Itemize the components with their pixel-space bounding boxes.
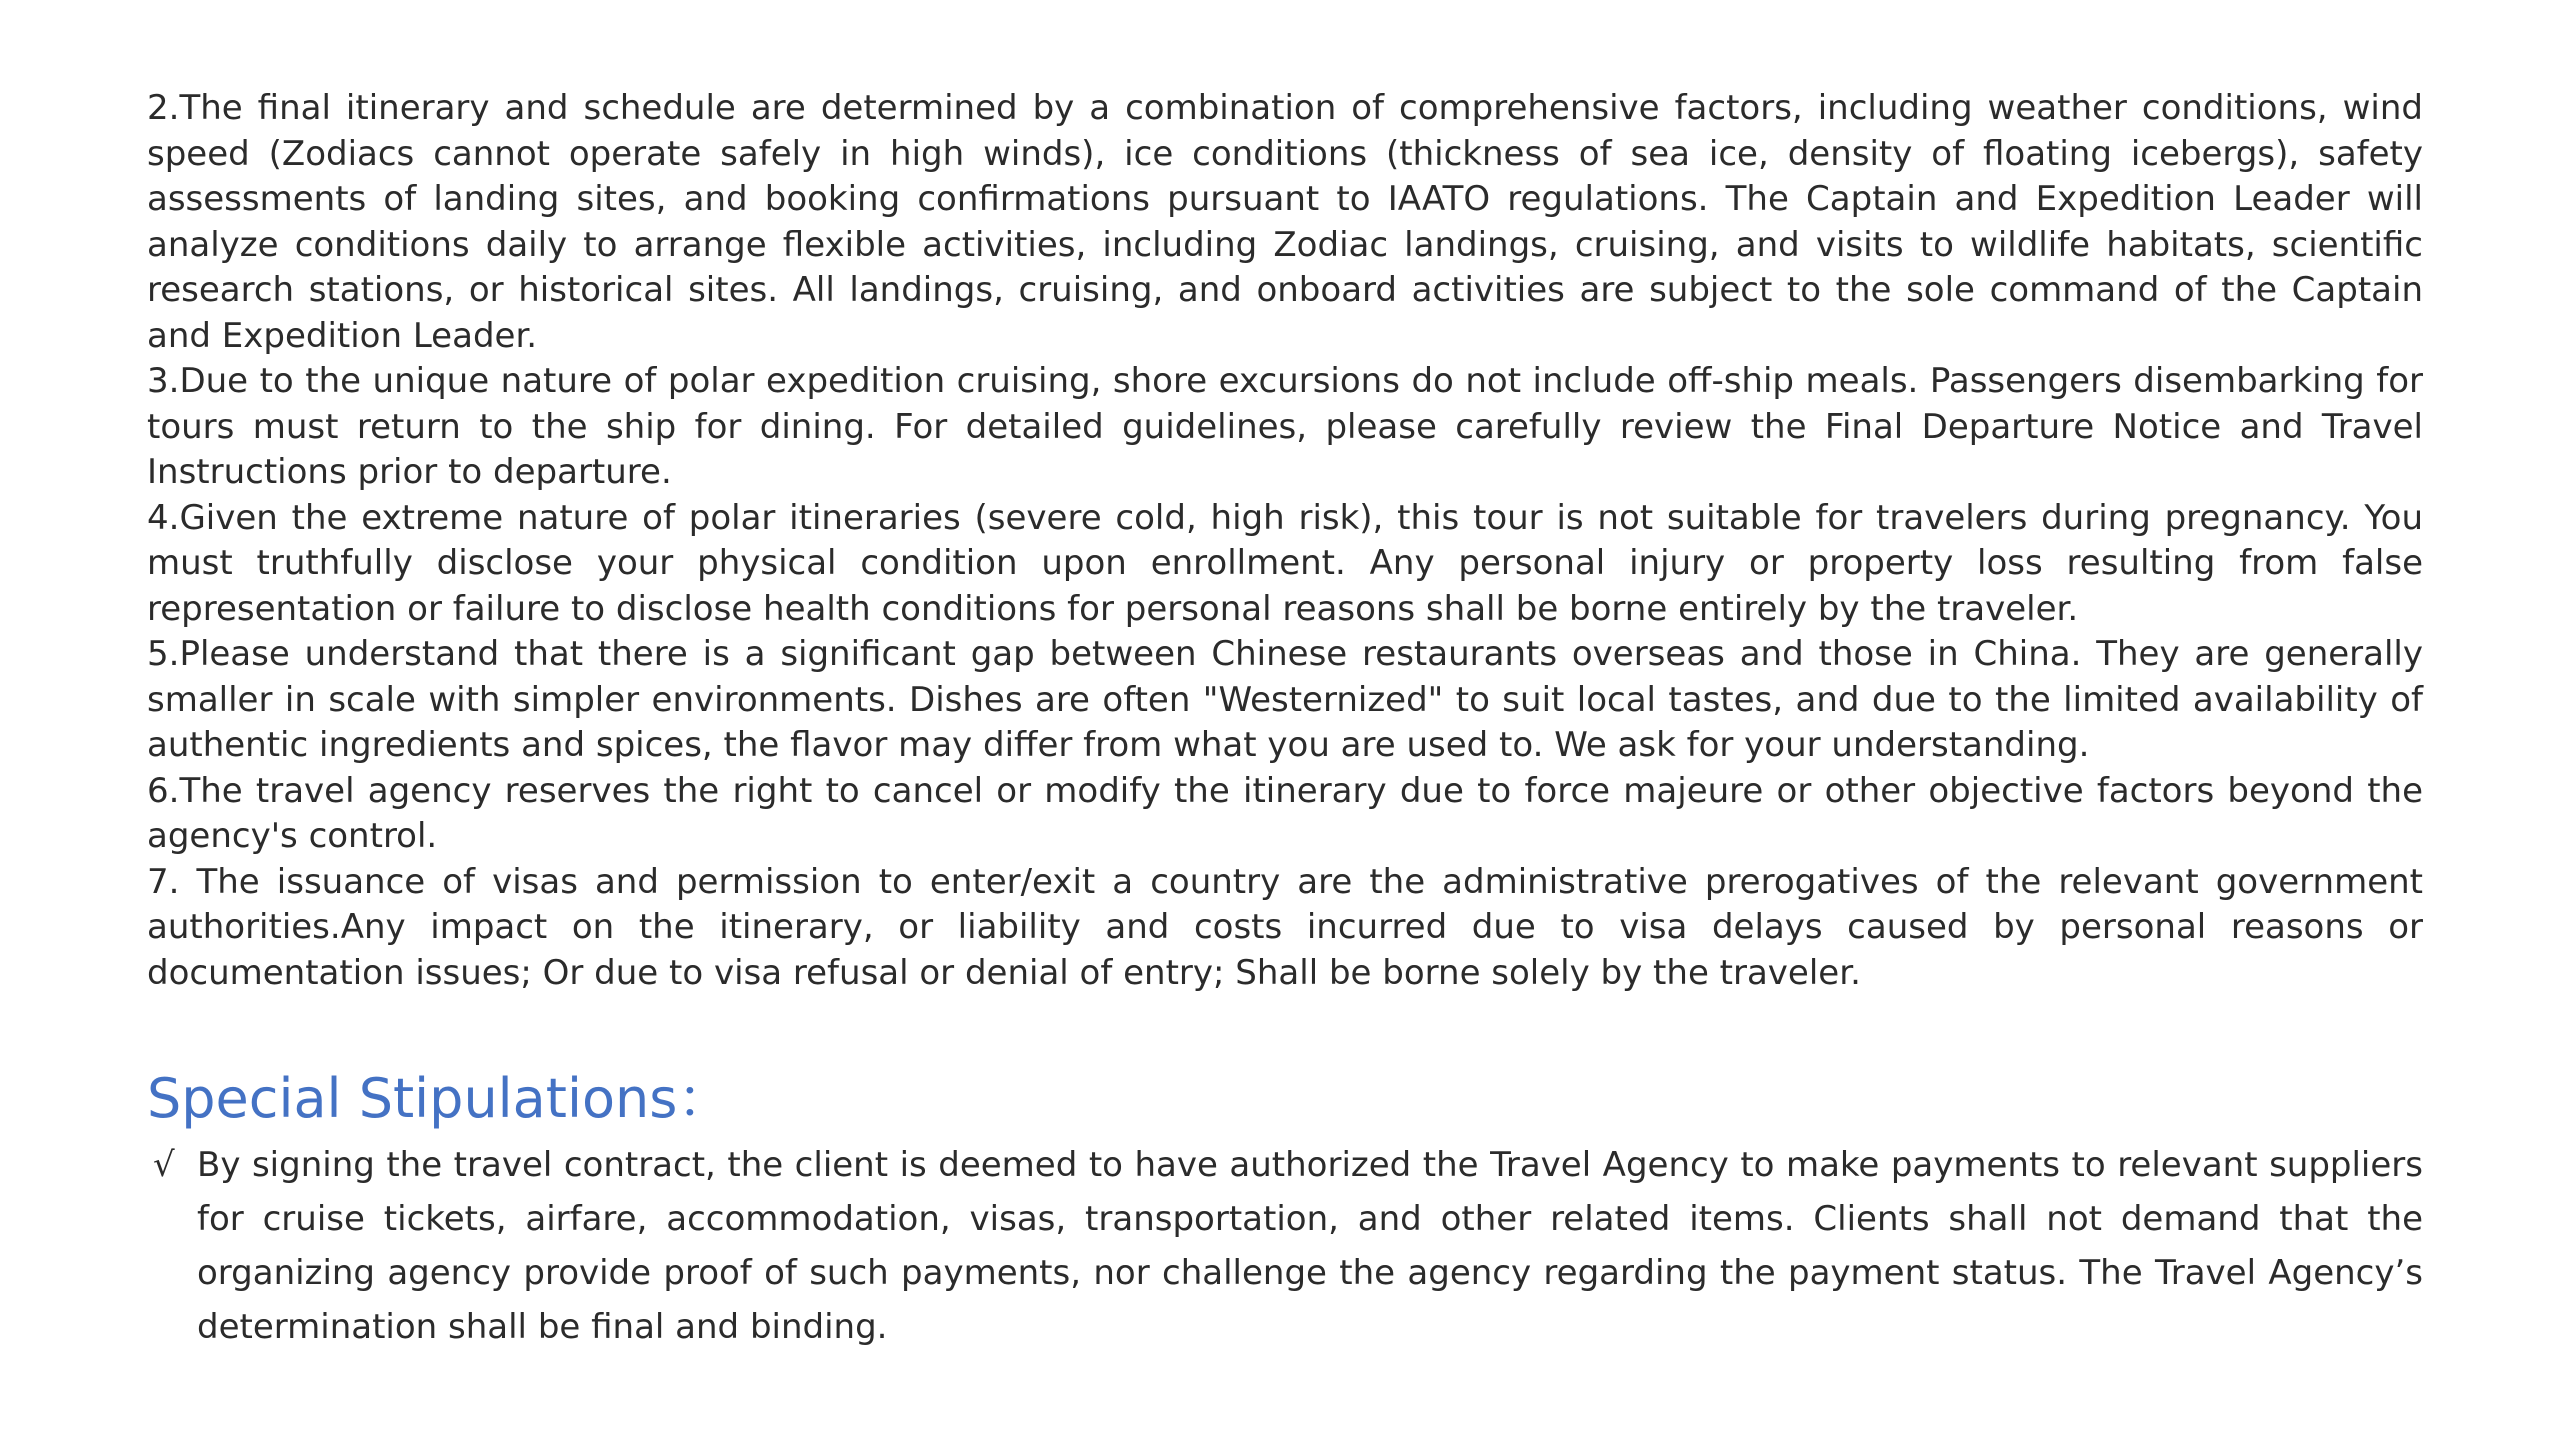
checkmark-icon: √ [153, 1145, 175, 1185]
note-item-3: 3.Due to the unique nature of polar expedition cruising, shore excursions do not include off-ship meals. Passengers disembarking for tours must return to the ship for dining. For detailed guidelines, please carefully review the Final Departure Notice and Travel Instructions prior to departure. [147, 361, 2423, 492]
special-stipulations-section [147, 1064, 2423, 1354]
stipulation-text: By signing the travel contract, the client is deemed to have authorized the Travel Agency to make payments to relevant suppliers for cruise tickets, airfare, accommodation, visas, transportation, and other related items. Clients shall not demand that the organizing agency provide proof of such payments, nor challenge the agency regarding the payment status. The Travel Agency’s determination shall be final and binding. [197, 1145, 2423, 1347]
stipulation-item [147, 1138, 2423, 1354]
note-item-7: 7. The issuance of visas and permission to enter/exit a country are the administrative prerogatives of the relevant government authorities.Any impact on the itinerary, or liability and costs incurred due to visa delays caused by personal reasons or documentation issues; Or due to visa refusal or denial of entry; Shall be borne solely by the traveler. [147, 861, 2423, 993]
note-item-5: 5.Please understand that there is a significant gap between Chinese restaurants overseas and those in China. They are generally smaller in scale with simpler environments. Dishes are often "Westernized" to suit local tastes, and due to the limited availability of authentic ingredients and spices, the flavor may differ from what you are used to. We ask for your understanding. [147, 634, 2423, 765]
document-page [147, 86, 2423, 1354]
special-stipulations-heading: Special Stipulations： [147, 1067, 732, 1130]
note-item-6: 6.The travel agency reserves the right to cancel or modify the itinerary due to force majeure or other objective factors beyond the agency's control. [147, 770, 2423, 856]
note-item-2: 2.The final itinerary and schedule are determined by a combination of comprehensive factors, including weather conditions, wind speed (Zodiacs cannot operate safely in high winds), ice conditions (thickness of sea ice, density of floating icebergs), safety assessments of landing sites, and booking confirmations pursuant to IAATO regulations. The Captain and Expedition Leader will analyze conditions daily to arrange flexible activities, including Zodiac landings, cruising, and visits to wildlife habitats, scientific research stations, or historical sites. All landings, cruising, and onboard activities are subject to the sole command of the Captain and Expedition Leader. [147, 88, 2423, 356]
notes-list [147, 86, 2423, 996]
note-item-4: 4.Given the extreme nature of polar itineraries (severe cold, high risk), this tour is not suitable for travelers during pregnancy. You must truthfully disclose your physical condition upon enrollment. Any personal injury or property loss resulting from false representation or failure to disclose health conditions for personal reasons shall be borne entirely by the traveler. [147, 497, 2423, 629]
